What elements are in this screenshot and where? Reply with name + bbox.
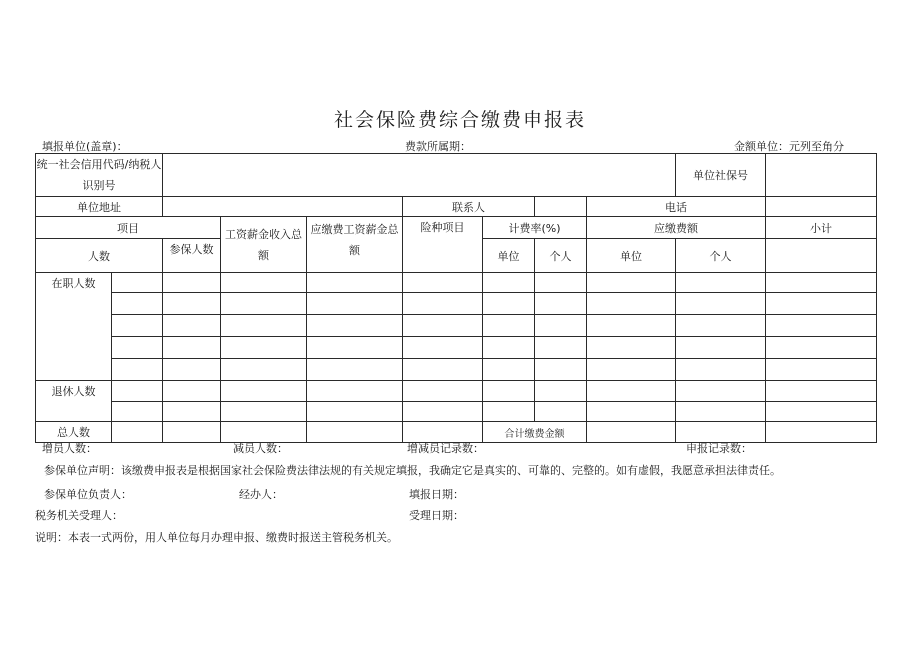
table-cell[interactable] (535, 337, 587, 359)
table-cell[interactable] (483, 381, 535, 402)
declaration-table (35, 153, 877, 443)
table-cell[interactable] (766, 359, 877, 381)
period-label: 费款所属期： (405, 140, 471, 153)
employed-count[interactable] (112, 273, 163, 293)
table-cell[interactable] (676, 315, 766, 337)
table-cell[interactable] (307, 315, 403, 337)
table-cell[interactable] (307, 402, 403, 422)
table-cell[interactable] (483, 315, 535, 337)
table-cell[interactable] (766, 273, 877, 293)
table-cell[interactable] (676, 381, 766, 402)
total-count[interactable] (112, 422, 163, 443)
table-cell[interactable] (112, 337, 163, 359)
social-no-label: 单位社保号 (676, 154, 766, 197)
table-cell[interactable] (112, 315, 163, 337)
insured-header: 参保人数 (163, 239, 221, 273)
retired-row (36, 381, 877, 402)
table-cell[interactable] (535, 273, 587, 293)
employed-label: 在职人数 (36, 273, 112, 381)
table-cell[interactable] (221, 337, 307, 359)
table-cell[interactable] (587, 381, 676, 402)
handler-label: 经办人： (239, 488, 283, 501)
retired-label: 退休人数 (36, 381, 112, 422)
rate-header: 计费率(%) (483, 217, 587, 239)
phone-label: 电话 (587, 197, 766, 217)
table-cell[interactable] (535, 359, 587, 381)
filler-label: 填报单位(盖章)： (42, 140, 128, 153)
table-cell[interactable] (676, 293, 766, 315)
table-cell[interactable] (403, 381, 483, 402)
rate-person-header: 个人 (535, 239, 587, 273)
change-records-label: 增减员记录数： (407, 442, 484, 455)
employed-insured[interactable] (163, 273, 221, 293)
table-cell[interactable] (766, 315, 877, 337)
table-cell[interactable] (221, 402, 307, 422)
table-cell[interactable] (587, 337, 676, 359)
table-cell[interactable] (587, 359, 676, 381)
table-cell[interactable] (307, 359, 403, 381)
table-cell[interactable] (163, 402, 221, 422)
table-row (36, 359, 877, 381)
table-cell[interactable] (307, 273, 403, 293)
table-cell[interactable] (587, 315, 676, 337)
contact-field[interactable] (535, 197, 587, 217)
form-title: 社会保险费综合缴费申报表 (333, 109, 586, 131)
table-cell[interactable] (221, 273, 307, 293)
retired-insured[interactable] (163, 381, 221, 402)
credit-code-field[interactable] (163, 154, 676, 197)
table-cell[interactable] (676, 337, 766, 359)
table-cell[interactable] (403, 402, 483, 422)
table-cell[interactable] (766, 381, 877, 402)
table-row (36, 293, 877, 315)
table-cell[interactable] (676, 359, 766, 381)
accept-date-label: 受理日期： (409, 509, 464, 522)
table-cell[interactable] (221, 381, 307, 402)
total-amount-subtotal[interactable] (766, 422, 877, 443)
contact-label: 联系人 (403, 197, 535, 217)
table-cell[interactable] (587, 402, 676, 422)
table-cell[interactable] (587, 273, 676, 293)
table-row (36, 337, 877, 359)
table-cell[interactable] (112, 293, 163, 315)
table-cell[interactable] (766, 293, 877, 315)
amount-person-header: 个人 (676, 239, 766, 273)
table-cell[interactable] (766, 402, 877, 422)
table-cell[interactable] (221, 293, 307, 315)
table-cell[interactable] (163, 337, 221, 359)
total-insured[interactable] (163, 422, 221, 443)
amount-unit-label: 金额单位：元列至角分 (734, 140, 844, 153)
table-cell[interactable] (112, 359, 163, 381)
total-label: 总人数 (36, 422, 112, 443)
table-cell[interactable] (403, 293, 483, 315)
table-cell[interactable] (676, 402, 766, 422)
table-row (36, 315, 877, 337)
table-cell[interactable] (483, 402, 535, 422)
total-amount-unit[interactable] (587, 422, 676, 443)
retired-count[interactable] (112, 381, 163, 402)
table-cell[interactable] (403, 273, 483, 293)
phone-field[interactable] (766, 197, 877, 217)
table-cell[interactable] (535, 381, 587, 402)
statement-text: 参保单位声明：该缴费申报表是根据国家社会保险费法律法规的有关规定填报，我确定它是真实的、可靠的、完整的。如有虚假，我愿意承担法律责任。 (44, 464, 781, 477)
unit-head-label: 参保单位负责人： (44, 488, 132, 501)
tax-receiver-label: 税务机关受理人： (35, 509, 123, 522)
table-cell[interactable] (163, 315, 221, 337)
table-cell[interactable] (535, 293, 587, 315)
table-cell[interactable] (307, 422, 403, 443)
table-cell[interactable] (483, 359, 535, 381)
subtotal-blank[interactable] (766, 239, 877, 273)
table-cell[interactable] (483, 273, 535, 293)
table-cell[interactable] (163, 293, 221, 315)
credit-code-row (36, 154, 877, 197)
item-header: 项目 (36, 217, 221, 239)
table-cell[interactable] (483, 293, 535, 315)
fill-date-label: 填报日期： (409, 488, 464, 501)
table-cell[interactable] (535, 315, 587, 337)
table-cell[interactable] (221, 359, 307, 381)
decrease-label: 减员人数： (233, 442, 288, 455)
table-cell[interactable] (221, 315, 307, 337)
payable-amount-header: 应缴费额 (587, 217, 766, 239)
table-cell[interactable] (587, 293, 676, 315)
column-header-row-1 (36, 217, 877, 239)
address-field[interactable] (163, 197, 403, 217)
wage-total-header: 工资薪金收入总额 (221, 217, 307, 273)
address-label: 单位地址 (36, 197, 163, 217)
social-no-field[interactable] (766, 154, 877, 197)
payable-base-header: 应缴费工资薪金总额 (307, 217, 403, 273)
table-cell[interactable] (766, 337, 877, 359)
table-cell[interactable] (307, 293, 403, 315)
table-cell[interactable] (403, 337, 483, 359)
table-cell[interactable] (307, 381, 403, 402)
table-cell[interactable] (307, 337, 403, 359)
note-text: 说明：本表一式两份，用人单位每月办理申报、缴费时报送主管税务机关。 (35, 531, 398, 544)
subtotal-header: 小计 (766, 217, 877, 239)
rate-unit-header: 单位 (483, 239, 535, 273)
increase-label: 增员人数： (42, 442, 97, 455)
table-cell[interactable] (676, 273, 766, 293)
table-cell[interactable] (403, 315, 483, 337)
table-cell[interactable] (483, 337, 535, 359)
table-cell[interactable] (163, 359, 221, 381)
people-header: 人数 (36, 239, 163, 273)
table-row (36, 402, 877, 422)
table-cell[interactable] (403, 359, 483, 381)
employed-row (36, 273, 877, 293)
total-amount-label: 合计缴费金额 (483, 422, 587, 443)
declare-records-label: 申报记录数： (686, 442, 752, 455)
address-row (36, 197, 877, 217)
amount-unit-header: 单位 (587, 239, 676, 273)
table-cell[interactable] (535, 402, 587, 422)
insurance-type-header: 险种项目 (403, 217, 483, 273)
table-cell[interactable] (112, 402, 163, 422)
credit-code-label: 统一社会信用代码/纳税人识别号 (36, 154, 163, 197)
